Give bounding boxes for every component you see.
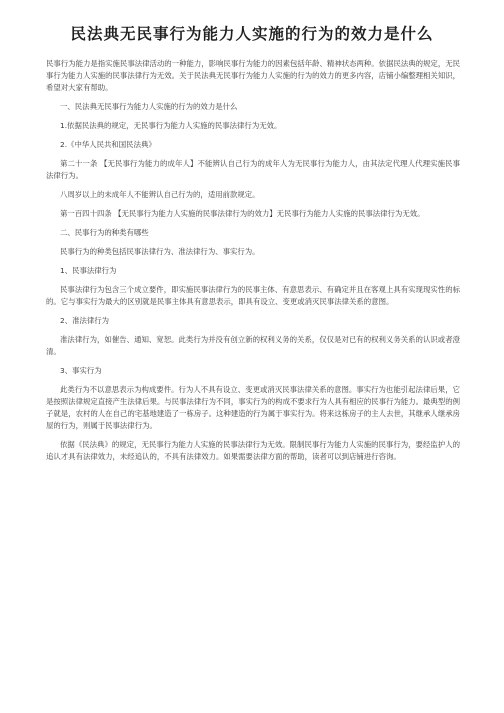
paragraph: 第二十一条 【无民事行为能力的成年人】不能辨认自己行为的成年人为无民事行为能力人，由其法定代理人代理实施民事法律行为。 <box>46 159 460 180</box>
subheading: 2、准法律行为 <box>60 316 110 325</box>
paragraph: 1.依据民法典的规定，无民事行为能力人实施的民事法律行为无效。 <box>60 121 282 130</box>
intro-paragraph: 民事行为能力是指实施民事法律活动的一种能力，影响民事行为能力的因素包括年龄、精神状态两种。依据民法典的规定，无民事行为能力人实施的民事法律行为无效。关于民法典无民事行为能力人实施的行为的效力的更多内容，店铺小编整理相关知识，希望对大家有帮助。 <box>46 59 460 92</box>
article-body <box>46 58 460 470</box>
paragraph: 八周岁以上的未成年人不能辨认自己行为的，适用前款规定。 <box>60 190 260 199</box>
paragraph: 第一百四十四条 【无民事行为能力人实施的民事法律行为的效力】无民事行为能力人实施的民事法律行为无效。 <box>60 209 425 218</box>
subheading: 3、事实行为 <box>60 366 102 375</box>
closing-paragraph: 依据《民法典》的规定，无民事行为能力人实施的民事法律行为无效。限制民事行为能力人实施的民事行为，要经监护人的追认才具有法律效力，未经追认的，不具有法律效力。如果需要法律方面的帮助，读者可以到店铺进行咨询。 <box>46 440 460 461</box>
paragraph: 准法律行为，如催告、通知、宽恕。此类行为并没有创立新的权利义务的关系，仅仅是对已有的权利义务关系的认识或者澄清。 <box>46 335 460 356</box>
section-heading-1: 一、民法典无民事行为能力人实施的行为的效力是什么 <box>60 102 238 111</box>
paragraph: 2.《中华人民共和国民法典》 <box>60 140 156 149</box>
paragraph: 民事法律行为包含三个成立要件，即实施民事法律行为的民事主体、有意思表示、有确定并且在客观上具有实现现实性的标的。它与事实行为最大的区别就是民事主体具有意思表示，即具有设立、变更或消灭民事法律关系的意图。 <box>46 285 460 306</box>
paragraph: 民事行为的种类包括民事法律行为、准法律行为、事实行为。 <box>60 247 260 256</box>
subheading: 1、民事法律行为 <box>60 266 117 275</box>
section-heading-2: 二、民事行为的种类有哪些 <box>60 228 149 237</box>
paragraph: 此类行为不以意思表示为构成要件。行为人不具有设立、变更或消灭民事法律关系的意图。事实行为也能引起法律后果，它是按照法律规定直接产生法律后果。与民事法律行为不同，事实行为的构成不要求行为人具有相应的民事行为能力。最典型的例子就是，农村的人在自己的宅基地建造了一栋房子。这种建造的行为属于事实行为。将来这栋房子的主人去世，其继承人继承房屋的行为，则属于民事法律行为。 <box>46 385 460 430</box>
article-title: 民法典无民事行为能力人实施的行为的效力是什么 <box>70 25 434 43</box>
